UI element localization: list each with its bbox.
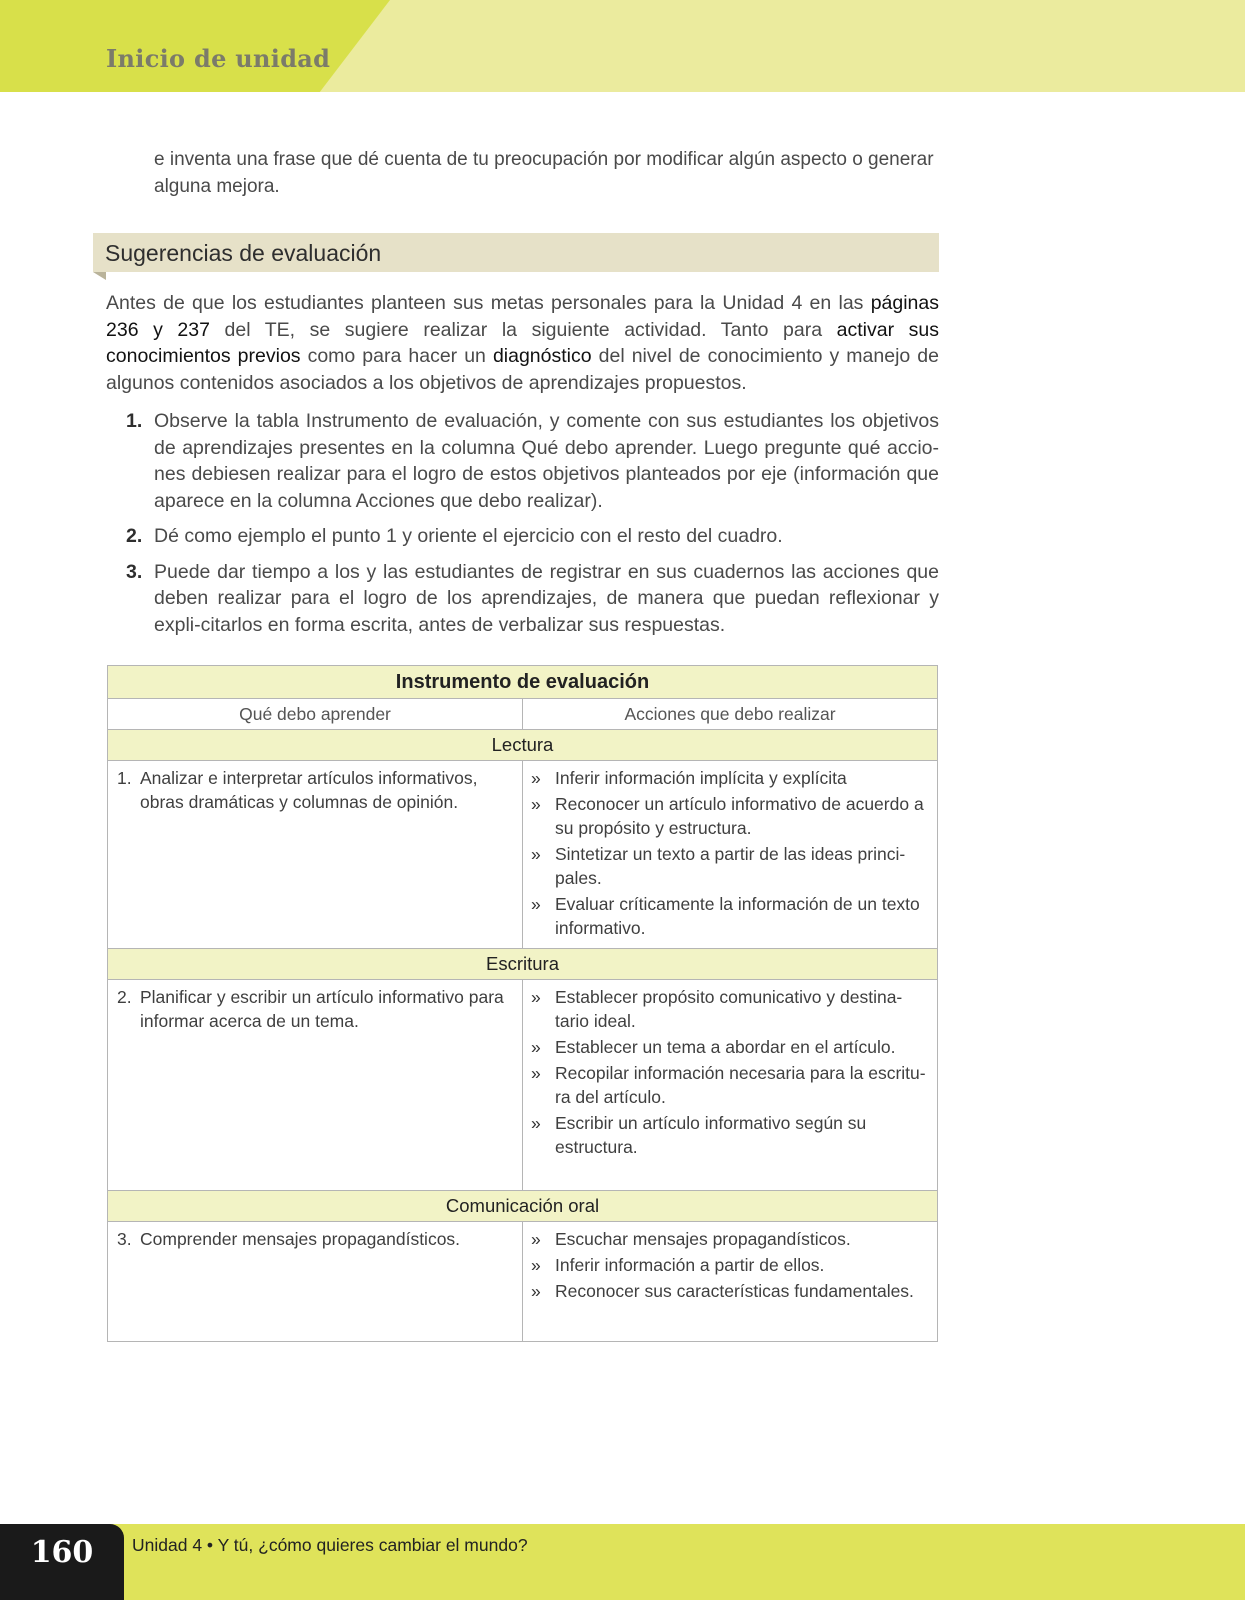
bullet-icon: » (531, 844, 541, 864)
step-text: Dé como ejemplo el punto 1 y oriente el ejercicio con el resto del cuadro. (154, 525, 783, 547)
column-header-actions: Acciones que debo realizar (523, 699, 938, 730)
list-item (531, 766, 929, 790)
list-item (531, 892, 929, 940)
table-row (108, 761, 938, 949)
section-title: Sugerencias de evaluación (105, 240, 382, 266)
category-label: Comunicación oral (108, 1191, 938, 1222)
action-text: Sintetizar un texto a partir de las ideas princi-pales. (555, 844, 906, 888)
goal-number: 3. (117, 1229, 132, 1249)
bullet-icon: » (531, 1037, 541, 1057)
category-label: Escritura (108, 949, 938, 980)
goal-cell (108, 761, 523, 949)
table-row (108, 980, 938, 1191)
list-item (106, 408, 939, 514)
list-item (106, 559, 939, 639)
action-text: Recopilar información necesaria para la escritu-ra del artículo. (555, 1063, 926, 1107)
action-text: Escuchar mensajes propagandísticos. (555, 1229, 851, 1249)
bullet-icon: » (531, 894, 541, 914)
table-title: Instrumento de evaluación (108, 666, 938, 699)
table-row (108, 1222, 938, 1342)
goal-number: 1. (117, 768, 132, 788)
table-title-row (108, 666, 938, 699)
step-number: 3. (126, 560, 143, 583)
actions-cell (523, 1222, 938, 1342)
evaluation-table (107, 665, 938, 1342)
action-text: Establecer un tema a abordar en el artículo. (555, 1037, 896, 1057)
action-text: Inferir información implícita y explícita (555, 768, 847, 788)
paragraph-text-3: como para hacer un (300, 345, 493, 367)
body-paragraph (106, 290, 939, 396)
paragraph-bold-diagnostic: diagnóstico (492, 345, 592, 367)
table-header-row (108, 699, 938, 730)
actions-list (523, 1222, 937, 1311)
goal-number: 2. (117, 987, 132, 1007)
category-row (108, 949, 938, 980)
column-header-learn: Qué debo aprender (108, 699, 523, 730)
paragraph-bold-pages: páginas 236 y 237 (106, 292, 939, 341)
bullet-icon: » (531, 794, 541, 814)
step-text: Observe la tabla Instrumento de evaluación, y comente con sus estudiantes los objetivos de aprendizajes presentes en la columna Qué debo aprender. Luego pregunte qué accio-nes debiesen realizar para el logro de estos objetivos planteados por eje (información que aparece en la columna Acciones que debo realizar). (154, 410, 939, 512)
section-header-fold (93, 272, 106, 280)
step-text: Puede dar tiempo a los y las estudiantes de registrar en sus cuadernos las acciones que deben realizar para el logro de los aprendizajes, de manera que puedan reflexionar y expli-citarlos en forma escrita, antes de verbalizar sus respuestas. (154, 560, 939, 636)
action-text: Reconocer sus características fundamentales. (555, 1281, 914, 1301)
step-number: 2. (126, 525, 143, 547)
goal-text: Analizar e interpretar artículos informativos, obras dramáticas y columnas de opinión. (140, 768, 478, 812)
list-item (531, 1061, 929, 1109)
category-row (108, 730, 938, 761)
category-row (108, 1191, 938, 1222)
step-number: 1. (126, 410, 143, 432)
bullet-icon: » (531, 1113, 541, 1133)
action-text: Escribir un artículo informativo según su estructura. (555, 1113, 867, 1157)
bullet-icon: » (531, 1063, 541, 1083)
paragraph-text-1: Antes de que los estudiantes planteen sus metas personales para la Unidad 4 en las (106, 292, 871, 314)
action-text: Evaluar críticamente la información de un texto informativo. (555, 894, 920, 938)
goal-text: Planificar y escribir un artículo informativo para informar acerca de un tema. (140, 987, 504, 1031)
bullet-icon: » (531, 987, 541, 1007)
footer-unit-title: Unidad 4 • Y tú, ¿cómo quieres cambiar el mundo? (132, 1535, 528, 1555)
paragraph-text-4: del nivel de conocimiento y manejo de algunos contenidos asociados a los objetivos de aprendizajes propuestos. (106, 345, 939, 394)
intro-paragraph: e inventa una frase que dé cuenta de tu preocupación por modificar algún aspecto o generar alguna mejora. (154, 149, 934, 197)
list-item (531, 1253, 929, 1277)
actions-cell (523, 761, 938, 949)
goal-cell (108, 1222, 523, 1342)
goal (108, 980, 522, 1037)
list-item (531, 1035, 929, 1059)
paragraph-bold-prior-knowledge: activar sus conocimientos previos (106, 318, 939, 367)
list-item (106, 523, 939, 550)
actions-cell (523, 980, 938, 1191)
list-item (531, 985, 929, 1033)
action-text: Establecer propósito comunicativo y destina-tario ideal. (555, 987, 903, 1031)
list-item (531, 1279, 929, 1303)
bullet-icon: » (531, 1281, 541, 1301)
list-item (531, 1227, 929, 1251)
goal (108, 1222, 522, 1255)
steps-list (106, 408, 939, 647)
goal-text: Comprender mensajes propagandísticos. (140, 1229, 461, 1249)
paragraph-text-2: del TE, se sugiere realizar la siguiente actividad. Tanto para (209, 318, 837, 341)
bullet-icon: » (531, 1255, 541, 1275)
category-label: Lectura (108, 730, 938, 761)
header-title: Inicio de unidad (106, 44, 331, 73)
bullet-icon: » (531, 1229, 541, 1249)
goal-cell (108, 980, 523, 1191)
goal (108, 761, 522, 818)
actions-list (523, 980, 937, 1167)
list-item (531, 792, 929, 840)
actions-list (523, 761, 937, 948)
bullet-icon: » (531, 768, 541, 788)
page-number: 160 (0, 1524, 124, 1600)
list-item (531, 1111, 929, 1159)
action-text: Inferir información a partir de ellos. (555, 1255, 825, 1275)
list-item (531, 842, 929, 890)
action-text: Reconocer un artículo informativo de acuerdo a su propósito y estructura. (555, 794, 924, 838)
